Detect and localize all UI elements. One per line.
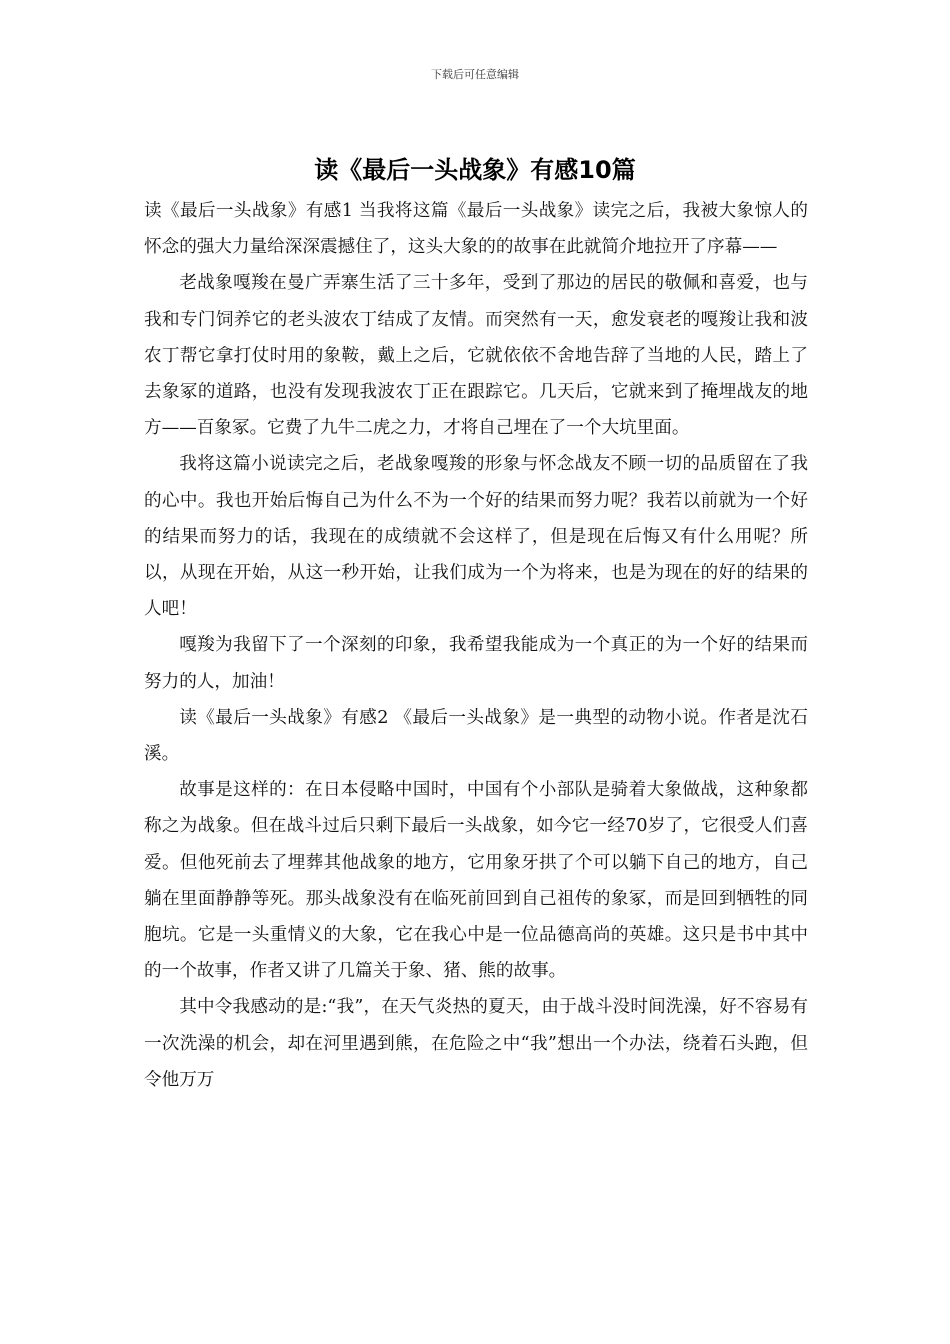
- paragraph-3: 我将这篇小说读完之后，老战象嘎羧的形象与怀念战友不顾一切的品质留在了我的心中。我也开始后悔自己为什么不为一个好的结果而努力呢？我若以前就为一个好的结果而努力的话，我现在的成绩就不会这样了，但是现在后悔又有什么用呢？所以，从现在开始，从这一秒开始，让我们成为一个为将来，也是为现在的好的结果的人吧！: [144, 454, 808, 620]
- document-body: [144, 193, 808, 1098]
- paragraph-2: 老战象嘎羧在曼广弄寨生活了三十多年，受到了那边的居民的敬佩和喜爱，也与我和专门饲养它的老头波农丁结成了友情。而突然有一天，愈发衰老的嘎羧让我和波农丁帮它拿打仗时用的象鞍，戴上之后，它就依依不舍地告辞了当地的人民，踏上了去象冢的道路，也没有发现我波农丁正在跟踪它。几天后，它就来到了掩埋战友的地方——百象冢。它费了九牛二虎之力，才将自己埋在了一个大坑里面。: [144, 273, 808, 439]
- paragraph-7: 其中令我感动的是:“我”，在天气炎热的夏天，由于战斗没时间洗澡，好不容易有一次洗澡的机会，却在河里遇到熊，在危险之中“我”想出一个办法，绕着石头跑，但令他万万: [144, 997, 808, 1090]
- paragraph-1: 读《最后一头战象》有感1 当我将这篇《最后一头战象》读完之后，我被大象惊人的怀念的强大力量给深深震撼住了，这头大象的的故事在此就简介地拉开了序幕——: [144, 201, 808, 258]
- document-title: 读《最后一头战象》有感10篇: [314, 156, 636, 184]
- paragraph-6: 故事是这样的：在日本侵略中国时，中国有个小部队是骑着大象做战，这种象都称之为战象。但在战斗过后只剩下最后一头战象，如今它一经70岁了，它很受人们喜爱。但他死前去了埋葬其他战象的地方，它用象牙拱了个可以躺下自己的地方，自己躺在里面静静等死。那头战象没有在临死前回到自己祖传的象冢，而是回到牺牲的同胞坑。它是一头重情义的大象，它在我心中是一位品德高尚的英雄。这只是书中其中的一个故事，作者又讲了几篇关于象、猪、熊的故事。: [144, 780, 808, 982]
- paragraph-4: 嘎羧为我留下了一个深刻的印象，我希望我能成为一个真正的为一个好的结果而努力的人，加油！: [144, 635, 808, 692]
- paragraph-5: 读《最后一头战象》有感2 《最后一头战象》是一典型的动物小说。作者是沈石溪。: [144, 707, 808, 765]
- header-note: 下载后可任意编辑: [431, 68, 519, 81]
